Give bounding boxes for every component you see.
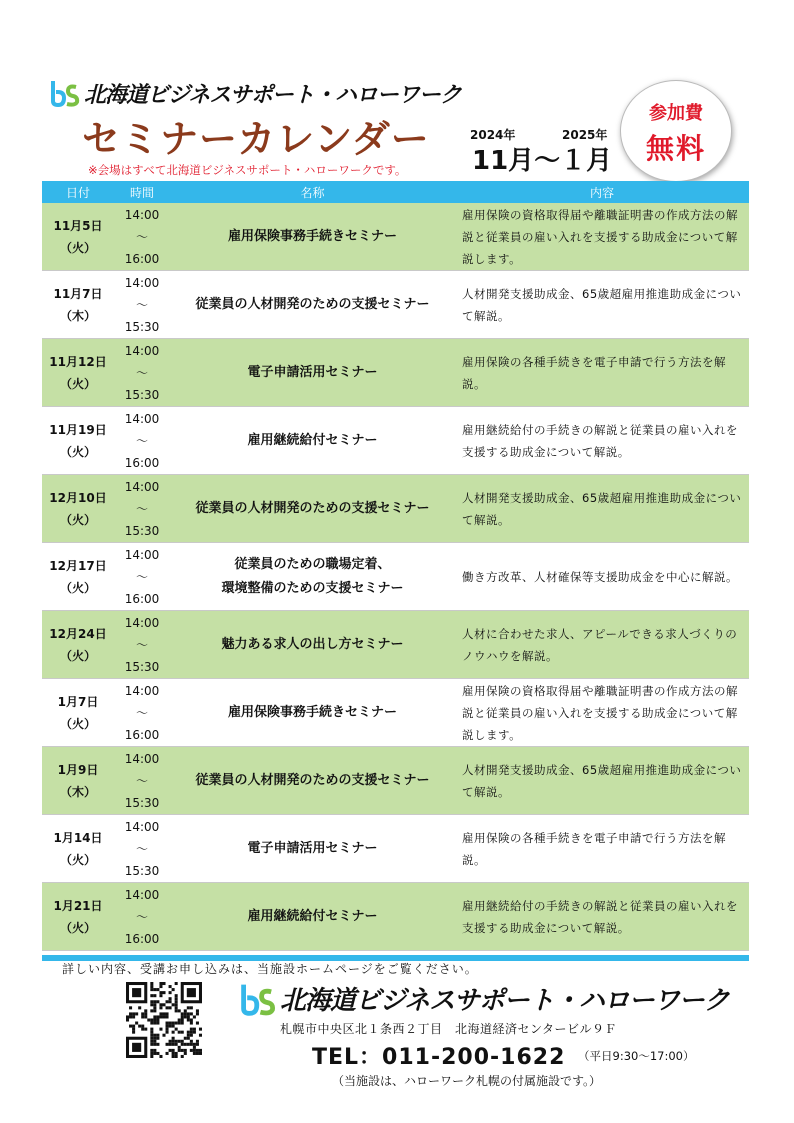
seminar-name: 雇用保険事務手続きセミナー (227, 228, 397, 244)
time-tilde: ～ (135, 297, 148, 312)
start-time: 14:00 (124, 683, 160, 698)
row-description: 雇用保険の資格取得届や離職証明書の作成方法の解説と従業員の雇い入れを支援する助成金について解説します。 (462, 207, 738, 266)
table-row (42, 475, 749, 543)
row-time (114, 475, 170, 542)
start-time: 14:00 (124, 547, 160, 562)
row-time (114, 203, 170, 270)
row-description: 雇用保険の資格取得届や離職証明書の作成方法の解説と従業員の雇い入れを支援する助成金について解説します。 (462, 683, 738, 742)
table-row (42, 747, 749, 815)
start-time: 14:00 (124, 819, 160, 834)
row-name (170, 271, 455, 338)
weekday-text: （火） (59, 376, 96, 391)
badge-line1: 参加費 (649, 103, 703, 124)
date-text: 1月14日 (53, 830, 103, 845)
footer-org-name: 北海道ビジネスサポート・ハローワーク (280, 986, 729, 1016)
row-time (114, 747, 170, 814)
end-time: 16:00 (124, 455, 160, 470)
row-date (42, 475, 114, 542)
row-date (42, 679, 114, 746)
row-time (114, 611, 170, 678)
weekday-text: （木） (59, 784, 96, 799)
facility-note: （当施設は、ハローワーク札幌の付属施設です。） (332, 1074, 602, 1088)
time-tilde: ～ (135, 909, 148, 924)
business-hours: （平日9:30～17:00） (578, 1049, 695, 1063)
date-text: 1月9日 (57, 762, 99, 777)
end-time: 16:00 (124, 931, 160, 946)
weekday-text: （火） (59, 512, 96, 527)
row-description: 雇用継続給付の手続きの解説と従業員の雇い入れを支援する助成金について解説。 (462, 898, 738, 935)
row-name (170, 883, 455, 950)
date-text: 1月7日 (57, 694, 99, 709)
table-body (42, 203, 749, 951)
table-row (42, 407, 749, 475)
row-name (170, 679, 455, 746)
seminar-name: 雇用継続給付セミナー (247, 908, 378, 924)
seminar-name: 雇用保険事務手続きセミナー (227, 704, 397, 720)
footer-note: 詳しい内容、受講お申し込みは、当施設ホームページをご覧ください。 (62, 962, 478, 976)
header-time: 時間 (129, 185, 154, 200)
weekday-text: （火） (59, 240, 96, 255)
weekday-text: （火） (59, 852, 96, 867)
date-text: 12月10日 (49, 490, 107, 505)
date-text: 12月17日 (49, 558, 107, 573)
row-time (114, 543, 170, 610)
row-description: 人材に合わせた求人、アピールできる求人づくりのノウハウを解説。 (462, 626, 738, 663)
period: 11月～１月 (472, 146, 613, 176)
end-time: 15:30 (124, 387, 160, 402)
start-time: 14:00 (124, 751, 160, 766)
free-badge (620, 80, 732, 182)
end-time: 15:30 (124, 795, 160, 810)
date-text: 1月21日 (53, 898, 103, 913)
seminar-table (42, 181, 749, 961)
table-row (42, 271, 749, 339)
seminar-name: 従業員の人材開発のための支援セミナー (195, 296, 430, 312)
date-text: 11月19日 (49, 422, 107, 437)
row-name (170, 339, 455, 406)
date-text: 11月7日 (53, 286, 103, 301)
time-tilde: ～ (135, 637, 148, 652)
bs-logo-icon (50, 79, 80, 107)
year-start: 2024年 (470, 128, 516, 142)
row-date (42, 543, 114, 610)
footer-logo (240, 980, 729, 1017)
table-row (42, 543, 749, 611)
start-time: 14:00 (124, 411, 160, 426)
time-tilde: ～ (135, 773, 148, 788)
end-time: 16:00 (124, 251, 160, 266)
end-time: 15:30 (124, 659, 160, 674)
row-description: 雇用継続給付の手続きの解説と従業員の雇い入れを支援する助成金について解説。 (462, 422, 738, 459)
header-name: 名称 (300, 185, 325, 200)
row-time (114, 883, 170, 950)
table-row (42, 815, 749, 883)
row-description: 雇用保険の各種手続きを電子申請で行う方法を解説。 (462, 354, 726, 391)
row-date (42, 271, 114, 338)
seminar-name: 魅力ある求人の出し方セミナー (221, 636, 404, 652)
row-date (42, 611, 114, 678)
row-date (42, 815, 114, 882)
badge-line2: 無料 (645, 132, 706, 165)
start-time: 14:00 (124, 479, 160, 494)
start-time: 14:00 (124, 887, 160, 902)
start-time: 14:00 (124, 275, 160, 290)
row-name (170, 815, 455, 882)
bs-logo-icon (240, 982, 276, 1016)
row-description: 働き方改革、人材確保等支援助成金を中心に解説。 (462, 569, 738, 584)
start-time: 14:00 (124, 207, 160, 222)
qr-code-icon[interactable] (126, 982, 202, 1058)
row-description: 人材開発支援助成金、65歳超雇用推進助成金について解説。 (462, 762, 742, 799)
row-description: 人材開発支援助成金、65歳超雇用推進助成金について解説。 (462, 286, 742, 323)
time-tilde: ～ (135, 365, 148, 380)
row-name (170, 543, 455, 610)
year-end: 2025年 (562, 128, 608, 142)
time-tilde: ～ (135, 841, 148, 856)
time-tilde: ～ (135, 433, 148, 448)
date-text: 12月24日 (49, 626, 107, 641)
seminar-name: 電子申請活用セミナー (247, 840, 378, 856)
date-text: 11月5日 (53, 218, 103, 233)
header-date: 日付 (65, 185, 90, 200)
header-content: 内容 (589, 185, 614, 200)
row-time (114, 407, 170, 474)
seminar-name: 雇用継続給付セミナー (247, 432, 378, 448)
weekday-text: （火） (59, 920, 96, 935)
table-row (42, 339, 749, 407)
address: 札幌市中央区北１条西２丁目 北海道経済センタービル９Ｆ (280, 1022, 618, 1036)
row-date (42, 883, 114, 950)
row-date (42, 203, 114, 270)
row-date (42, 407, 114, 474)
telephone[interactable]: TEL：011-200-1622 (312, 1045, 566, 1070)
start-time: 14:00 (124, 343, 160, 358)
weekday-text: （火） (59, 716, 96, 731)
start-time: 14:00 (124, 615, 160, 630)
header-logo (50, 78, 461, 108)
end-time: 16:00 (124, 727, 160, 742)
page-title: セミナーカレンダー (82, 117, 430, 161)
table-row (42, 883, 749, 951)
seminar-name-line2: 環境整備のための支援セミナー (221, 580, 404, 596)
venue-note: ※会場はすべて北海道ビジネスサポート・ハローワークです。 (88, 163, 407, 177)
table-row (42, 679, 749, 747)
row-time (114, 815, 170, 882)
row-name (170, 475, 455, 542)
time-tilde: ～ (135, 229, 148, 244)
seminar-name: 従業員のための職場定着、 (234, 556, 391, 572)
weekday-text: （火） (59, 580, 96, 595)
row-description: 人材開発支援助成金、65歳超雇用推進助成金について解説。 (462, 490, 742, 527)
weekday-text: （火） (59, 444, 96, 459)
row-name (170, 747, 455, 814)
end-time: 15:30 (124, 523, 160, 538)
row-name (170, 203, 455, 270)
end-time: 16:00 (124, 591, 160, 606)
table-row (42, 611, 749, 679)
end-time: 15:30 (124, 319, 160, 334)
table-header (42, 181, 749, 203)
end-time: 15:30 (124, 863, 160, 878)
row-time (114, 339, 170, 406)
weekday-text: （火） (59, 648, 96, 663)
time-tilde: ～ (135, 705, 148, 720)
seminar-name: 従業員の人材開発のための支援セミナー (195, 772, 430, 788)
table-row (42, 203, 749, 271)
weekday-text: （木） (59, 308, 96, 323)
time-tilde: ～ (135, 501, 148, 516)
date-text: 11月12日 (49, 354, 107, 369)
seminar-name: 従業員の人材開発のための支援セミナー (195, 500, 430, 516)
seminar-name: 電子申請活用セミナー (247, 364, 378, 380)
org-name: 北海道ビジネスサポート・ハローワーク (84, 82, 461, 108)
row-date (42, 747, 114, 814)
row-name (170, 407, 455, 474)
row-name (170, 611, 455, 678)
row-description: 雇用保険の各種手続きを電子申請で行う方法を解説。 (462, 830, 726, 867)
row-time (114, 679, 170, 746)
time-tilde: ～ (135, 569, 148, 584)
row-date (42, 339, 114, 406)
row-time (114, 271, 170, 338)
